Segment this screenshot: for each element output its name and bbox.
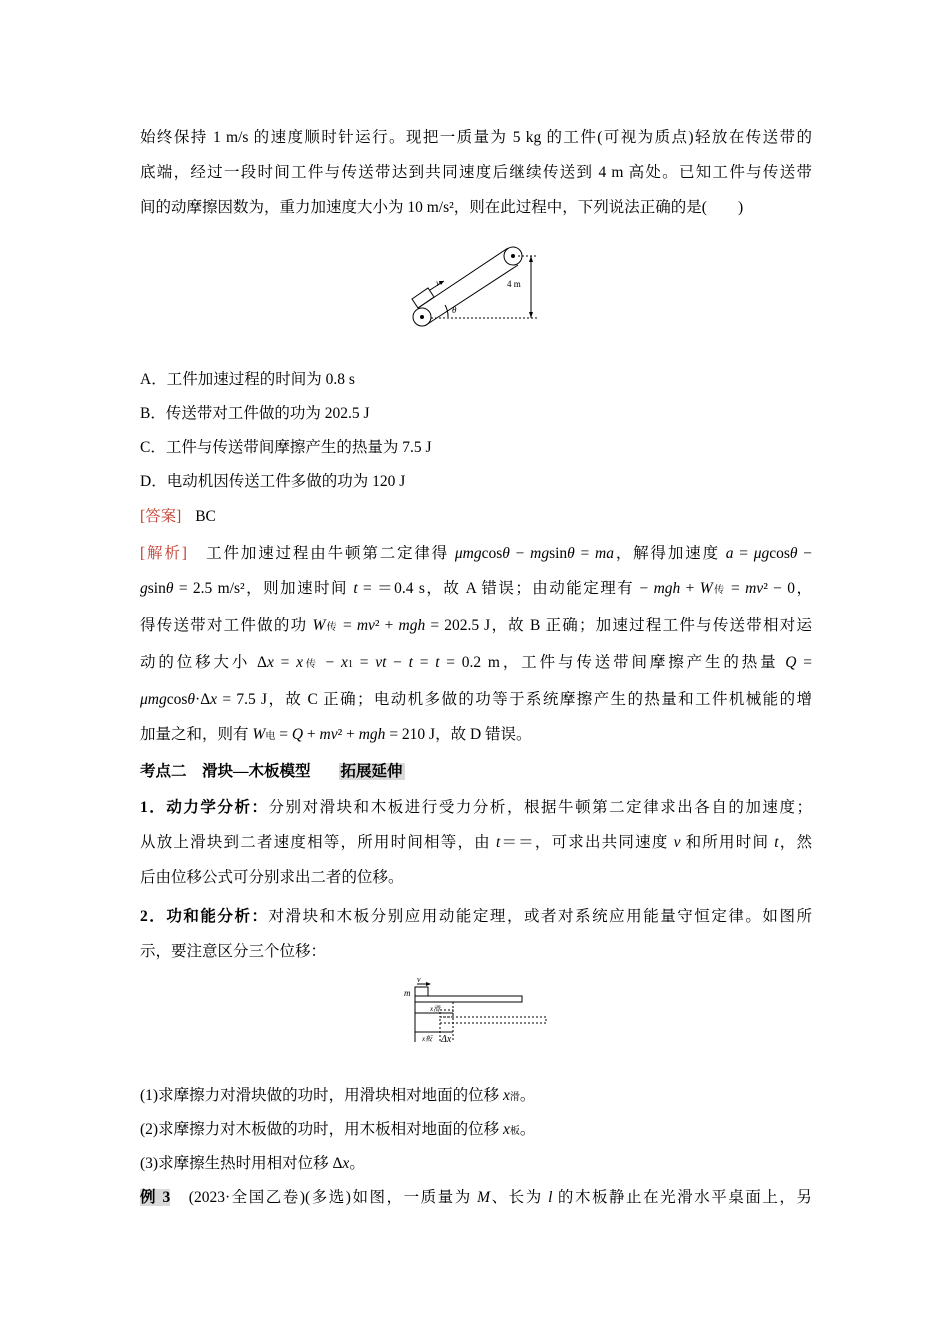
figure2-mass-label: m: [404, 988, 411, 998]
math: x: [296, 654, 304, 671]
example-text: (2023·全国乙卷)(多选)如图，一质量为: [170, 1189, 478, 1206]
item-2-text: (2)求摩擦力对木板做的功时，用木板相对地面的位移: [140, 1121, 503, 1138]
item-1-text: 。: [519, 1087, 536, 1104]
math: vt: [375, 654, 387, 671]
math: x: [502, 1087, 510, 1104]
item-2-text: 。: [519, 1121, 536, 1138]
workpiece-block: [412, 288, 434, 308]
math: mgh: [398, 617, 426, 634]
item-3-text: (3)求摩擦生热时用相对位移 Δ: [140, 1155, 343, 1172]
math: θ: [567, 545, 575, 562]
angle-arc: [445, 305, 448, 317]
point-2: [140, 899, 812, 969]
math: mg: [530, 545, 550, 562]
math: −: [318, 654, 342, 671]
math: =: [733, 545, 754, 562]
figure2-velocity-label: v: [417, 975, 421, 984]
math: W: [312, 617, 326, 634]
math: sin: [549, 545, 568, 562]
point-2-label: 2．功和能分析：: [140, 908, 269, 925]
item-3: [140, 1152, 365, 1176]
belt-lower-edge: [426, 265, 518, 325]
analysis-line-3: [140, 608, 812, 645]
example-3-line-1: [140, 1180, 812, 1215]
board-final-dashed: [440, 1017, 546, 1023]
math: t: [774, 834, 779, 851]
problem-line-2: 底端，经过一段时间工件与传送带达到共同速度后继续传送到 4 m 高处。已知工件与传送带: [140, 164, 812, 181]
math: θ: [165, 580, 174, 597]
math: =: [275, 726, 292, 743]
math: g: [140, 580, 148, 597]
bottom-pulley-axle: [420, 315, 424, 319]
answer-tag: [答案]: [140, 508, 182, 525]
math: t: [353, 580, 358, 597]
math: =: [352, 654, 376, 671]
section-badge: 拓展延伸: [340, 763, 403, 780]
math: +: [303, 726, 320, 743]
analysis-text: = 7.5 J，故 C 正确；电动机多做的功等于系统摩擦产生的热量和工件机械能的增: [217, 691, 812, 708]
math: Q: [291, 726, 304, 743]
analysis-line-6: [140, 717, 812, 754]
top-pulley-axle: [511, 254, 515, 258]
math: t: [435, 654, 440, 671]
math: mv: [745, 580, 764, 597]
analysis-line-5: [140, 682, 812, 717]
math: mgh: [358, 726, 386, 743]
math: t: [408, 654, 413, 671]
subscript: 传: [712, 585, 726, 596]
figure2-x-slide-label: x滑: [430, 1005, 441, 1013]
item-1-text: (1)求摩擦力对滑块做的功时，用滑块相对地面的位移: [140, 1087, 503, 1104]
point-2-text: 对滑块和木板分别应用动能定理，或者对系统应用能量守恒定律。如图所: [268, 908, 812, 925]
subscript: 板: [509, 1126, 520, 1137]
analysis-text: = 210 J，故 D 错误。: [385, 726, 532, 743]
math: M: [477, 1189, 491, 1206]
problem-line-1: 始终保持 1 m/s 的速度顺时针运行。现把一质量为 5 kg 的工件(可视为质点)轻放在传送带的: [140, 129, 812, 146]
angle-label: θ: [452, 305, 457, 315]
math: μg: [753, 545, 770, 562]
math: ma: [595, 545, 614, 562]
point-1-line-2: [140, 825, 812, 860]
math: =: [574, 545, 596, 562]
analysis-text: 得传送带对工件做的功: [140, 617, 313, 634]
math: W: [699, 580, 713, 597]
point-1-text: 从放上滑块到二者速度相等，所用时间相等，由: [140, 834, 496, 851]
option-a: A．工件加速过程的时间为 0.8 s: [140, 371, 355, 388]
math: l: [548, 1189, 553, 1206]
slider-board-figure: [400, 972, 550, 1048]
option-c: C．工件与传送带间摩擦产生的热量为 7.5 J: [140, 439, 432, 456]
point-2-line-2: 示，要注意区分三个位移：: [140, 943, 327, 960]
math: mv: [356, 617, 375, 634]
math: μmg: [454, 545, 482, 562]
math: =: [337, 617, 357, 634]
math: −: [509, 545, 531, 562]
point-1-label: 1．动力学分析：: [140, 799, 269, 816]
item-2: [140, 1118, 535, 1144]
section-heading: [140, 760, 405, 784]
analysis-text: 工件加速过程由牛顿第二定律得: [206, 545, 455, 562]
problem-statement: [140, 120, 812, 225]
math: =: [796, 654, 812, 671]
section-title: 考点二 滑块—木板模型: [140, 763, 311, 780]
math: =: [412, 654, 436, 671]
math: =: [273, 654, 297, 671]
math: cos: [481, 545, 503, 562]
option-b: B．传送带对工件做的功为 202.5 J: [140, 405, 370, 422]
slider-block: [415, 987, 428, 996]
figure2-dx-label: Δx: [441, 1034, 452, 1045]
math: t: [495, 834, 501, 851]
math: a: [725, 545, 734, 562]
math: W: [252, 726, 266, 743]
math: −: [797, 545, 812, 562]
math: Q: [785, 654, 797, 671]
analysis-line-2: [140, 571, 812, 608]
math: ² +: [374, 617, 399, 634]
figure2-x-board-label: x板: [422, 1035, 433, 1043]
velocity-arrowhead: [426, 982, 431, 986]
math: x: [267, 654, 274, 671]
height-arrow-top: [529, 256, 533, 262]
math: −: [386, 654, 409, 671]
point-1-text: 分别对滑块和木板进行受力分析，根据牛顿第二定律求出各自的加速度；: [268, 799, 812, 816]
math: sin: [147, 580, 166, 597]
subscript: 1: [347, 659, 353, 670]
conveyor-belt-figure: [400, 236, 550, 332]
height-label: 4 m: [507, 279, 521, 289]
math: ·Δ: [195, 691, 211, 708]
subscript: 传: [303, 659, 319, 670]
math: x: [341, 654, 348, 671]
analysis-line-4: [140, 645, 812, 682]
math: x: [210, 691, 218, 708]
problem-line-3: 间的动摩擦因数为，重力加速度大小为 10 m/s²，则在此过程中，下列说法正确的是( ): [140, 199, 744, 216]
point-1-line-1: [140, 790, 812, 825]
item-1: [140, 1084, 535, 1110]
velocity-label: v: [436, 278, 440, 288]
math: x: [502, 1121, 510, 1138]
analysis-block: [140, 536, 812, 754]
math: θ: [789, 545, 798, 562]
analysis-text: = ＝0.4 s，故 A 错误；由动能定理有 −: [357, 580, 654, 597]
example-text: 的木板静止在光滑水平桌面上，另: [552, 1189, 812, 1206]
board-initial: [415, 996, 522, 1002]
analysis-text: = 2.5 m/s²，则加速时间: [173, 580, 354, 597]
point-2-line-1: [140, 899, 812, 934]
example-text: 、长为: [490, 1189, 549, 1206]
analysis-line-1: [140, 536, 812, 571]
point-1-text: ＝＝，可求出共同速度: [500, 834, 674, 851]
math: =: [725, 580, 746, 597]
point-1: [140, 790, 812, 895]
math: cos: [166, 691, 188, 708]
math: v: [673, 834, 681, 851]
analysis-text: = 202.5 J，故 B 正确；加速过程工件与传送带相对运: [425, 617, 812, 634]
math: +: [680, 580, 700, 597]
option-d: D．电动机因传送工件多做的功为 120 J: [140, 473, 406, 490]
point-1-line-3: 后由位移公式可分别求出二者的位移。: [140, 869, 404, 886]
example-label: 例 3: [140, 1189, 171, 1206]
subscript: 传: [325, 622, 338, 633]
answer-value: BC: [195, 508, 216, 525]
math: cos: [769, 545, 790, 562]
answer-line: [140, 505, 216, 529]
item-3-text: 。: [349, 1155, 365, 1172]
subscript: 滑: [509, 1092, 520, 1103]
point-1-text: 和所用时间: [680, 834, 775, 851]
analysis-tag: [解析]: [140, 545, 187, 562]
analysis-text: 加量之和，则有: [140, 726, 253, 743]
math: x: [342, 1155, 350, 1172]
example-3: [140, 1180, 812, 1215]
math: mv: [319, 726, 338, 743]
subscript: 电: [265, 731, 276, 742]
height-arrow-bottom: [529, 312, 533, 318]
analysis-text: 动的位移大小 Δ: [140, 654, 267, 671]
analysis-text: ² − 0，: [763, 580, 813, 597]
math: ² +: [337, 726, 359, 743]
math: θ: [187, 691, 196, 708]
analysis-text: ，解得加速度: [613, 545, 726, 562]
analysis-text: = 0.2 m，工件与传送带间摩擦产生的热量: [439, 654, 786, 671]
math: μmg: [140, 691, 167, 708]
math: mgh: [653, 580, 681, 597]
math: θ: [502, 545, 510, 562]
point-1-text: ，然: [778, 834, 812, 851]
